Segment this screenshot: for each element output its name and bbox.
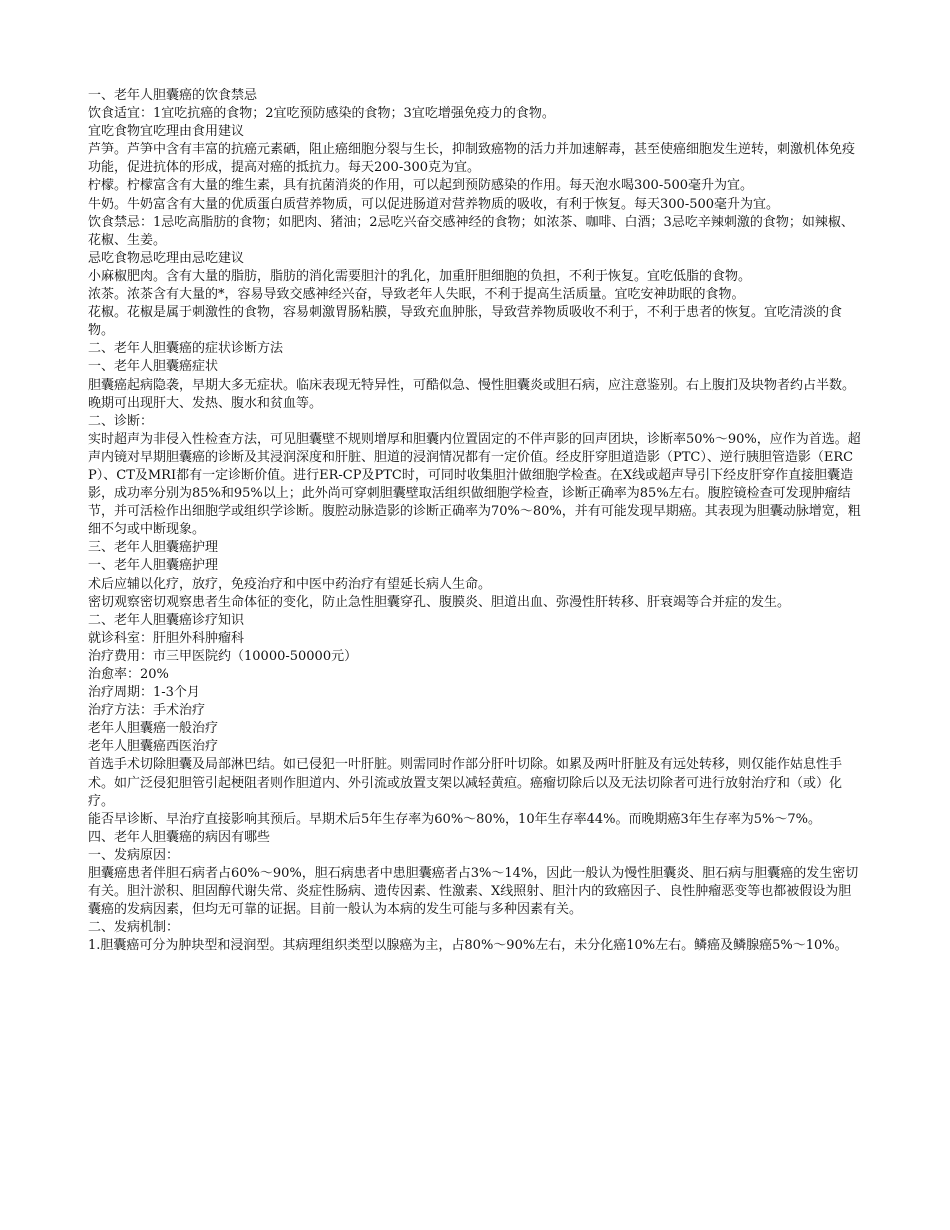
paragraph-asparagus: 芦笋。芦笋中含有丰富的抗癌元素硒，阻止癌细胞分裂与生长，抑制致癌物的活力并加速解毒，甚至使癌细胞发生逆转，刺激机体免疫功能，促进抗体的形成，提高对癌的抵抗力。每天200-300克为宜。 bbox=[88, 142, 856, 176]
info-cure-rate: 治愈率：20% bbox=[88, 667, 169, 682]
subheading-mechanism: 二、发病机制： bbox=[88, 920, 180, 936]
paragraph-mechanism: 1.胆囊癌可分为肿块型和浸润型。其病理组织类型以腺癌为主，占80%～90%左右，未分化癌10%左右。鳞癌及鳞腺癌5%～10%。 bbox=[88, 938, 848, 954]
paragraph-milk: 牛奶。牛奶富含有大量的优质蛋白质营养物质，可以促进肠道对营养物质的吸收，有利于恢复。每天300-500毫升为宜。 bbox=[88, 196, 780, 212]
paragraph-lemon: 柠檬。柠檬富含有大量的维生素，具有抗菌消炎的作用，可以起到预防感染的作用。每天泡水喝300-500毫升为宜。 bbox=[88, 178, 754, 194]
paragraph-diet-taboo: 饮食禁忌：1忌吃高脂肪的食物；如肥肉、猪油；2忌吃兴奋交感神经的食物；如浓茶、咖啡、白酒；3忌吃辛辣刺激的食物；如辣椒、花椒、生姜。 bbox=[88, 214, 854, 248]
section-heading-symptoms: 二、老年人胆囊癌的症状诊断方法 bbox=[88, 341, 284, 357]
paragraph-table-header-taboo: 忌吃食物忌吃理由忌吃建议 bbox=[88, 250, 245, 266]
section-heading-nursing: 三、老年人胆囊癌护理 bbox=[88, 540, 219, 556]
subheading-nursing: 一、老年人胆囊癌护理 bbox=[88, 558, 219, 574]
subheading-treatment-knowledge: 二、老年人胆囊癌诊疗知识 bbox=[88, 612, 245, 628]
paragraph-table-header-suitable: 宜吃食物宜吃理由食用建议 bbox=[88, 124, 245, 140]
paragraph-postoperative: 术后应辅以化疗，放疗，免疫治疗和中医中药治疗有望延长病人生命。 bbox=[88, 576, 492, 592]
paragraph-sichuan-pepper: 花椒。花椒是属于刺激性的食物，容易刺激胃肠粘膜，导致充血肿胀，导致营养物质吸收不利于，不利于患者的恢复。宜吃清淡的食物。 bbox=[88, 305, 843, 339]
info-department: 就诊科室：肝胆外科肿瘤科 bbox=[88, 630, 245, 646]
subheading-causes: 一、发病原因： bbox=[88, 847, 180, 863]
info-treatment-method: 治疗方法：手术治疗 bbox=[88, 703, 206, 719]
paragraph-causes: 胆囊癌患者伴胆石病者占60%～90%，胆石病患者中患胆囊癌者占3%～14%，因此一般认为慢性胆囊炎、胆石病与胆囊癌的发生密切有关。胆汁淤积、胆固醇代谢失常、炎症性肠病、遗传因素、性激素、X线照射、胆汁内的致癌因子、良性肿瘤恶变等也都被假设为胆囊癌的发病因素，但均无可靠的证据。目前一般认为本病的发生可能与多种因素有关。 bbox=[88, 866, 859, 918]
paragraph-fatty-meat: 小麻椒肥肉。含有大量的脂肪，脂肪的消化需要胆汁的乳化，加重肝胆细胞的负担，不利于恢复。宜吃低脂的食物。 bbox=[88, 268, 752, 284]
info-treatment-period: 治疗周期：1-3个月 bbox=[88, 685, 200, 701]
subheading-western-treatment: 老年人胆囊癌西医治疗 bbox=[88, 739, 219, 755]
paragraph-symptoms: 胆囊癌起病隐袭，早期大多无症状。临床表现无特异性，可酷似急、慢性胆囊炎或胆石病，应注意鉴别。右上腹扪及块物者约占半数。晚期可出现肝大、发热、腹水和贫血等。 bbox=[88, 377, 856, 411]
section-heading-diet: 一、老年人胆囊癌的饮食禁忌 bbox=[88, 88, 258, 103]
paragraph-observation: 密切观察密切观察患者生命体征的变化，防止急性胆囊穿孔、腹膜炎、胆道出血、弥漫性肝转移、肝衰竭等合并症的发生。 bbox=[88, 594, 791, 610]
subheading-diagnosis: 二、诊断： bbox=[88, 413, 154, 429]
subheading-symptoms: 一、老年人胆囊癌症状 bbox=[88, 359, 219, 375]
subheading-general-treatment: 老年人胆囊癌一般治疗 bbox=[88, 721, 219, 737]
section-heading-causes: 四、老年人胆囊癌的病因有哪些 bbox=[88, 829, 271, 845]
info-cost: 治疗费用：市三甲医院约（10000-50000元） bbox=[88, 648, 358, 664]
paragraph-surgery: 首选手术切除胆囊及局部淋巴结。如已侵犯一叶肝脏。则需同时作部分肝叶切除。如累及两叶肝脏及有远处转移，则仅能作姑息性手术。如广泛侵犯胆管引起梗阻者则作胆道内、外引流或放置支架以减轻黄疸。癌瘤切除后以及无法切除者可进行放射治疗和（或）化疗。 bbox=[88, 757, 843, 809]
paragraph-strong-tea: 浓茶。浓茶含有大量的*，容易导致交感神经兴奋，导致老年人失眠，不利于提高生活质量。宜吃安神助眠的食物。 bbox=[88, 287, 745, 303]
paragraph-prognosis: 能否早诊断、早治疗直接影响其预后。早期术后5年生存率为60%～80%，10年生存率44%。而晚期癌3年生存率为5%～7%。 bbox=[88, 811, 822, 827]
paragraph-diet-suitable: 饮食适宜：1宜吃抗癌的食物；2宜吃预防感染的食物；3宜吃增强免疫力的食物。 bbox=[88, 106, 555, 122]
paragraph-diagnosis: 实时超声为非侵入性检查方法，可见胆囊壁不规则增厚和胆囊内位置固定的不伴声影的回声团块，诊断率50%～90%，应作为首选。超声内镜对早期胆囊癌的诊断及其浸润深度和肝脏、胆道的浸润情况都有一定价值。经皮肝穿胆道造影（PTC）、逆行胰胆管造影（ERCP）、CT及MRI都有一定诊断价值。进行ER-CP及PTC时，可同时收集胆汁做细胞学检查。在X线或超声导引下经皮肝穿作直接胆囊造影，成功率分别为85%和95%以上；此外尚可穿刺胆囊壁取活组织做细胞学检查，诊断正确率为85%左右。腹腔镜检查可发现肿瘤结节，并可活检作出细胞学或组织学诊断。腹腔动脉造影的诊断正确率为70%～80%，并有可能发现早期癌。其表现为胆囊动脉增宽，粗细不匀或中断现象。 bbox=[88, 431, 861, 538]
